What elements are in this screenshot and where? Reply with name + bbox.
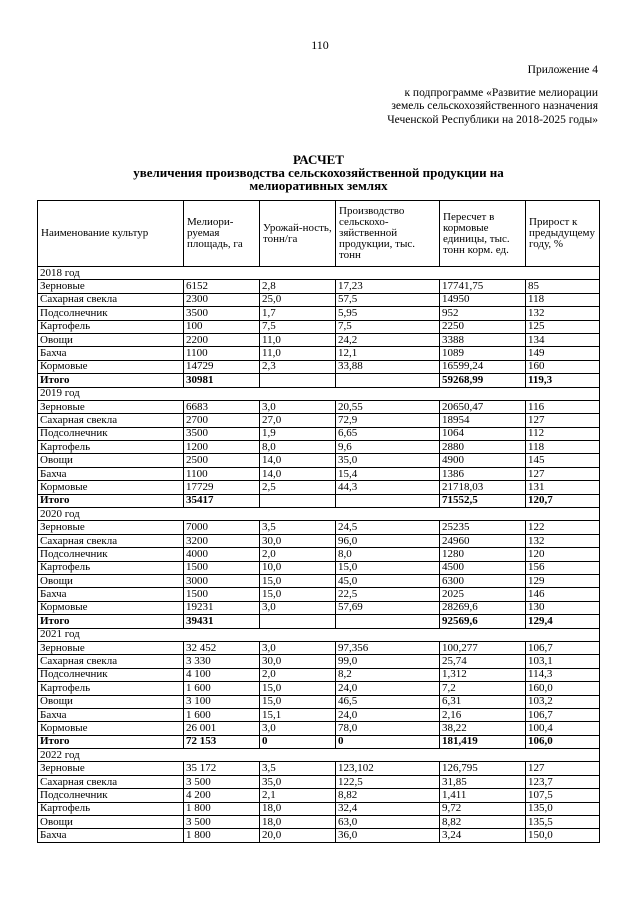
table-cell: 2,8 bbox=[260, 280, 336, 293]
table-cell: 12,1 bbox=[336, 347, 440, 360]
table-cell: Овощи bbox=[38, 816, 184, 829]
table-cell: Зерновые bbox=[38, 521, 184, 534]
table-cell: 3000 bbox=[184, 574, 260, 587]
table-cell: 150,0 bbox=[526, 829, 600, 842]
table-cell: Овощи bbox=[38, 333, 184, 346]
table-cell: Сахарная свекла bbox=[38, 655, 184, 668]
total-cell: 0 bbox=[260, 735, 336, 748]
table-row bbox=[38, 414, 600, 427]
table-cell: 122,5 bbox=[336, 775, 440, 788]
table-cell: 3 100 bbox=[184, 695, 260, 708]
table-cell: 1 600 bbox=[184, 682, 260, 695]
total-cell: 181,419 bbox=[440, 735, 526, 748]
table-cell: 123,7 bbox=[526, 775, 600, 788]
table-row bbox=[38, 467, 600, 480]
table-cell: 130 bbox=[526, 601, 600, 614]
table-cell: 85 bbox=[526, 280, 600, 293]
total-cell: 92569,6 bbox=[440, 615, 526, 628]
table-cell: 18954 bbox=[440, 414, 526, 427]
document-heading bbox=[37, 153, 600, 192]
table-cell: 135,5 bbox=[526, 816, 600, 829]
table-cell: Овощи bbox=[38, 454, 184, 467]
table-cell: 24,0 bbox=[336, 708, 440, 721]
table-cell: 1386 bbox=[440, 467, 526, 480]
table-cell: 6683 bbox=[184, 400, 260, 413]
table-cell: 24960 bbox=[440, 534, 526, 547]
appendix-block bbox=[387, 64, 598, 127]
table-cell: 38,22 bbox=[440, 722, 526, 735]
total-row bbox=[38, 374, 600, 387]
table-cell: 118 bbox=[526, 293, 600, 306]
table-cell: Сахарная свекла bbox=[38, 775, 184, 788]
table-cell: 15,0 bbox=[260, 574, 336, 587]
table-cell: 106,7 bbox=[526, 641, 600, 654]
table-cell: 106,7 bbox=[526, 708, 600, 721]
table-cell: 14950 bbox=[440, 293, 526, 306]
table-cell: 125 bbox=[526, 320, 600, 333]
table-cell: 2,5 bbox=[260, 481, 336, 494]
table-cell: 57,5 bbox=[336, 293, 440, 306]
table-cell: 126,795 bbox=[440, 762, 526, 775]
table-cell: 35 172 bbox=[184, 762, 260, 775]
table-row bbox=[38, 682, 600, 695]
table-row bbox=[38, 427, 600, 440]
table-cell: 7,5 bbox=[260, 320, 336, 333]
table-cell: 2300 bbox=[184, 293, 260, 306]
table-cell: Бахча bbox=[38, 467, 184, 480]
table-cell: 7000 bbox=[184, 521, 260, 534]
table-cell: 2,0 bbox=[260, 548, 336, 561]
table-cell: 127 bbox=[526, 467, 600, 480]
table-cell: Подсолнечник bbox=[38, 668, 184, 681]
table-cell: 8,82 bbox=[440, 816, 526, 829]
table-cell: 4 100 bbox=[184, 668, 260, 681]
table-cell: 6,31 bbox=[440, 695, 526, 708]
table-cell: 145 bbox=[526, 454, 600, 467]
table-row bbox=[38, 668, 600, 681]
table-cell: 8,0 bbox=[336, 548, 440, 561]
year-row bbox=[38, 387, 600, 400]
table-cell: 97,356 bbox=[336, 641, 440, 654]
table-cell: 32 452 bbox=[184, 641, 260, 654]
table-cell: 1100 bbox=[184, 347, 260, 360]
table-row bbox=[38, 829, 600, 842]
table-cell: 33,88 bbox=[336, 360, 440, 373]
table-cell: Кормовые bbox=[38, 481, 184, 494]
appendix-number: Приложение 4 bbox=[527, 64, 598, 76]
table-cell: 78,0 bbox=[336, 722, 440, 735]
table-cell: Подсолнечник bbox=[38, 548, 184, 561]
table-cell: 21718,03 bbox=[440, 481, 526, 494]
table-cell: 24,5 bbox=[336, 521, 440, 534]
table-cell: 6152 bbox=[184, 280, 260, 293]
total-cell bbox=[260, 374, 336, 387]
table-cell: Кормовые bbox=[38, 601, 184, 614]
table-cell: 4900 bbox=[440, 454, 526, 467]
table-cell: 132 bbox=[526, 534, 600, 547]
table-row bbox=[38, 548, 600, 561]
table-cell: 118 bbox=[526, 441, 600, 454]
table-cell: 46,5 bbox=[336, 695, 440, 708]
table-cell: Зерновые bbox=[38, 641, 184, 654]
table-cell: 3500 bbox=[184, 427, 260, 440]
table-cell: Картофель bbox=[38, 802, 184, 815]
year-row bbox=[38, 628, 600, 641]
table-cell: 15,1 bbox=[260, 708, 336, 721]
table-row bbox=[38, 441, 600, 454]
table-cell: 2880 bbox=[440, 441, 526, 454]
table-cell: 24,0 bbox=[336, 682, 440, 695]
table-cell: 1,7 bbox=[260, 307, 336, 320]
table-cell: Овощи bbox=[38, 695, 184, 708]
table-row bbox=[38, 775, 600, 788]
table-cell: 3 330 bbox=[184, 655, 260, 668]
heading-subtitle: мелиоративных землях bbox=[249, 178, 388, 193]
table-cell: 17729 bbox=[184, 481, 260, 494]
table-cell: 2,1 bbox=[260, 789, 336, 802]
table-cell: Подсолнечник bbox=[38, 307, 184, 320]
total-cell: Итого bbox=[38, 494, 184, 507]
year-label: 2020 год bbox=[38, 508, 600, 521]
table-cell: 20,0 bbox=[260, 829, 336, 842]
table-cell: 6300 bbox=[440, 574, 526, 587]
table-cell: Сахарная свекла bbox=[38, 414, 184, 427]
table-row bbox=[38, 695, 600, 708]
table-cell: 30,0 bbox=[260, 534, 336, 547]
table-cell: 30,0 bbox=[260, 655, 336, 668]
table-cell: Бахча bbox=[38, 347, 184, 360]
table-cell: 3 500 bbox=[184, 816, 260, 829]
table-cell: 28269,6 bbox=[440, 601, 526, 614]
appendix-line: к подпрограмме «Развитие мелиорации bbox=[404, 86, 598, 99]
table-cell: 25,74 bbox=[440, 655, 526, 668]
total-cell: 59268,99 bbox=[440, 374, 526, 387]
table-cell: 36,0 bbox=[336, 829, 440, 842]
table-cell: 114,3 bbox=[526, 668, 600, 681]
table-cell: 2700 bbox=[184, 414, 260, 427]
total-cell bbox=[336, 494, 440, 507]
table-cell: 2250 bbox=[440, 320, 526, 333]
table-row bbox=[38, 789, 600, 802]
table-cell: 15,0 bbox=[260, 695, 336, 708]
total-cell: 0 bbox=[336, 735, 440, 748]
table-cell: 127 bbox=[526, 762, 600, 775]
table-cell: 25,0 bbox=[260, 293, 336, 306]
table-cell: 20650,47 bbox=[440, 400, 526, 413]
column-header: Мелиори-руемая площадь, га bbox=[184, 201, 260, 267]
total-cell: Итого bbox=[38, 374, 184, 387]
table-row bbox=[38, 307, 600, 320]
table-cell: 3,0 bbox=[260, 722, 336, 735]
table-cell: 3,5 bbox=[260, 521, 336, 534]
table-cell: 35,0 bbox=[260, 775, 336, 788]
table-cell: 2025 bbox=[440, 588, 526, 601]
total-row bbox=[38, 735, 600, 748]
column-header: Пересчет в кормовые единицы, тыс. тонн корм. ед. bbox=[440, 201, 526, 267]
table-cell: 120 bbox=[526, 548, 600, 561]
table-cell: 2,16 bbox=[440, 708, 526, 721]
year-label: 2021 год bbox=[38, 628, 600, 641]
table-cell: Кормовые bbox=[38, 360, 184, 373]
column-header: Производство сельскохо-зяйственной продукции, тыс. тонн bbox=[336, 201, 440, 267]
table-cell: Подсолнечник bbox=[38, 789, 184, 802]
page-number: 110 bbox=[311, 38, 329, 52]
table-cell: Картофель bbox=[38, 561, 184, 574]
table-header-row bbox=[38, 201, 600, 267]
table-row bbox=[38, 333, 600, 346]
table-cell: Картофель bbox=[38, 320, 184, 333]
heading-subtitle: увеличения производства сельскохозяйственной продукции на bbox=[133, 165, 504, 180]
table-cell: 3500 bbox=[184, 307, 260, 320]
column-header: Урожай-ность, тонн/га bbox=[260, 201, 336, 267]
table-row bbox=[38, 320, 600, 333]
table-cell: 14,0 bbox=[260, 467, 336, 480]
table-row bbox=[38, 588, 600, 601]
table-cell: 24,2 bbox=[336, 333, 440, 346]
table-cell: Овощи bbox=[38, 574, 184, 587]
table-cell: 2,3 bbox=[260, 360, 336, 373]
table-cell: Зерновые bbox=[38, 762, 184, 775]
table-cell: 16599,24 bbox=[440, 360, 526, 373]
table-cell: 149 bbox=[526, 347, 600, 360]
table-cell: 14,0 bbox=[260, 454, 336, 467]
total-cell bbox=[336, 615, 440, 628]
table-cell: Сахарная свекла bbox=[38, 293, 184, 306]
table-cell: 146 bbox=[526, 588, 600, 601]
table-cell: 8,82 bbox=[336, 789, 440, 802]
total-cell: Итого bbox=[38, 615, 184, 628]
table-row bbox=[38, 481, 600, 494]
table-cell: 57,69 bbox=[336, 601, 440, 614]
table-cell: 116 bbox=[526, 400, 600, 413]
table-cell: 26 001 bbox=[184, 722, 260, 735]
total-cell: 39431 bbox=[184, 615, 260, 628]
table-cell: 129 bbox=[526, 574, 600, 587]
year-row bbox=[38, 508, 600, 521]
table-cell: 15,4 bbox=[336, 467, 440, 480]
table-row bbox=[38, 521, 600, 534]
table-cell: 8,2 bbox=[336, 668, 440, 681]
table-row bbox=[38, 655, 600, 668]
total-cell: 35417 bbox=[184, 494, 260, 507]
total-cell: 72 153 bbox=[184, 735, 260, 748]
table-cell: 14729 bbox=[184, 360, 260, 373]
heading-title: РАСЧЕТ bbox=[293, 152, 344, 167]
table-cell: 3,0 bbox=[260, 400, 336, 413]
table-cell: 100,4 bbox=[526, 722, 600, 735]
production-table bbox=[37, 200, 600, 843]
table-cell: 17,23 bbox=[336, 280, 440, 293]
table-cell: 1,312 bbox=[440, 668, 526, 681]
total-cell: Итого bbox=[38, 735, 184, 748]
appendix-line: земель сельскохозяйственного назначения bbox=[391, 100, 598, 112]
table-cell: 100 bbox=[184, 320, 260, 333]
table-cell: 1200 bbox=[184, 441, 260, 454]
table-cell: 3,5 bbox=[260, 762, 336, 775]
table-cell: 103,1 bbox=[526, 655, 600, 668]
table-row bbox=[38, 574, 600, 587]
table-cell: 44,3 bbox=[336, 481, 440, 494]
column-header: Прирост к предыдущему году, % bbox=[526, 201, 600, 267]
table-cell: 1089 bbox=[440, 347, 526, 360]
total-cell: 71552,5 bbox=[440, 494, 526, 507]
table-cell: 135,0 bbox=[526, 802, 600, 815]
table-row bbox=[38, 534, 600, 547]
total-cell: 120,7 bbox=[526, 494, 600, 507]
table-cell: 127 bbox=[526, 414, 600, 427]
table-cell: 99,0 bbox=[336, 655, 440, 668]
table-cell: 25235 bbox=[440, 521, 526, 534]
table-cell: 31,85 bbox=[440, 775, 526, 788]
table-cell: Бахча bbox=[38, 708, 184, 721]
table-cell: 1100 bbox=[184, 467, 260, 480]
table-body bbox=[38, 267, 600, 843]
table-row bbox=[38, 280, 600, 293]
table-cell: Картофель bbox=[38, 682, 184, 695]
total-row bbox=[38, 615, 600, 628]
year-label: 2019 год bbox=[38, 387, 600, 400]
total-cell bbox=[260, 494, 336, 507]
table-cell: 9,72 bbox=[440, 802, 526, 815]
table-cell: 107,5 bbox=[526, 789, 600, 802]
table-cell: 1 800 bbox=[184, 802, 260, 815]
table-cell: 15,0 bbox=[260, 682, 336, 695]
table-row bbox=[38, 708, 600, 721]
total-cell bbox=[336, 374, 440, 387]
table-cell: 1064 bbox=[440, 427, 526, 440]
table-row bbox=[38, 802, 600, 815]
table-row bbox=[38, 561, 600, 574]
table-cell: 2200 bbox=[184, 333, 260, 346]
table-cell: 11,0 bbox=[260, 333, 336, 346]
table-cell: Зерновые bbox=[38, 400, 184, 413]
table-cell: 3388 bbox=[440, 333, 526, 346]
table-row bbox=[38, 722, 600, 735]
table-cell: 134 bbox=[526, 333, 600, 346]
table-cell: 63,0 bbox=[336, 816, 440, 829]
year-label: 2022 год bbox=[38, 749, 600, 762]
table-cell: 1 600 bbox=[184, 708, 260, 721]
table-cell: 1500 bbox=[184, 561, 260, 574]
table-row bbox=[38, 601, 600, 614]
table-cell: 100,277 bbox=[440, 641, 526, 654]
table-row bbox=[38, 360, 600, 373]
table-cell: 72,9 bbox=[336, 414, 440, 427]
table-cell: 156 bbox=[526, 561, 600, 574]
table-cell: 17741,75 bbox=[440, 280, 526, 293]
year-row bbox=[38, 749, 600, 762]
table-cell: 7,2 bbox=[440, 682, 526, 695]
table-cell: 9,6 bbox=[336, 441, 440, 454]
table-cell: 15,0 bbox=[260, 588, 336, 601]
table-row bbox=[38, 762, 600, 775]
table-cell: 3,0 bbox=[260, 601, 336, 614]
table-cell: 103,2 bbox=[526, 695, 600, 708]
table-cell: 131 bbox=[526, 481, 600, 494]
table-row bbox=[38, 641, 600, 654]
table-cell: 96,0 bbox=[336, 534, 440, 547]
table-cell: 123,102 bbox=[336, 762, 440, 775]
table-cell: 18,0 bbox=[260, 816, 336, 829]
table-cell: 4 200 bbox=[184, 789, 260, 802]
table-cell: 32,4 bbox=[336, 802, 440, 815]
table-cell: Бахча bbox=[38, 829, 184, 842]
table-cell: 952 bbox=[440, 307, 526, 320]
table-cell: 122 bbox=[526, 521, 600, 534]
table-cell: 10,0 bbox=[260, 561, 336, 574]
table-cell: 22,5 bbox=[336, 588, 440, 601]
table-row bbox=[38, 454, 600, 467]
table-cell: 3,0 bbox=[260, 641, 336, 654]
table-cell: 2500 bbox=[184, 454, 260, 467]
table-cell: Бахча bbox=[38, 588, 184, 601]
year-label: 2018 год bbox=[38, 267, 600, 280]
year-row bbox=[38, 267, 600, 280]
table-cell: 132 bbox=[526, 307, 600, 320]
table-cell: 4500 bbox=[440, 561, 526, 574]
table-cell: 160,0 bbox=[526, 682, 600, 695]
table-cell: 1 800 bbox=[184, 829, 260, 842]
table-cell: 35,0 bbox=[336, 454, 440, 467]
table-cell: 3200 bbox=[184, 534, 260, 547]
table-cell: 20,55 bbox=[336, 400, 440, 413]
table-cell: 45,0 bbox=[336, 574, 440, 587]
table-cell: Кормовые bbox=[38, 722, 184, 735]
total-cell: 30981 bbox=[184, 374, 260, 387]
table-row bbox=[38, 293, 600, 306]
total-cell bbox=[260, 615, 336, 628]
table-cell: 6,65 bbox=[336, 427, 440, 440]
table-cell: 112 bbox=[526, 427, 600, 440]
table-cell: 1280 bbox=[440, 548, 526, 561]
total-row bbox=[38, 494, 600, 507]
table-cell: 11,0 bbox=[260, 347, 336, 360]
total-cell: 119,3 bbox=[526, 374, 600, 387]
table-row bbox=[38, 400, 600, 413]
table-cell: 8,0 bbox=[260, 441, 336, 454]
table-cell: 1,411 bbox=[440, 789, 526, 802]
table-cell: 18,0 bbox=[260, 802, 336, 815]
table-cell: Сахарная свекла bbox=[38, 534, 184, 547]
table-cell: 2,0 bbox=[260, 668, 336, 681]
table-cell: 3,24 bbox=[440, 829, 526, 842]
table-cell: 27,0 bbox=[260, 414, 336, 427]
table-cell: Зерновые bbox=[38, 280, 184, 293]
total-cell: 129,4 bbox=[526, 615, 600, 628]
table-cell: 1,9 bbox=[260, 427, 336, 440]
table-row bbox=[38, 816, 600, 829]
table-cell: 5,95 bbox=[336, 307, 440, 320]
table-row bbox=[38, 347, 600, 360]
column-header: Наименование культур bbox=[38, 201, 184, 267]
appendix-line: Чеченской Республики на 2018-2025 годы» bbox=[387, 113, 598, 126]
table-cell: Подсолнечник bbox=[38, 427, 184, 440]
table-cell: 3 500 bbox=[184, 775, 260, 788]
table-cell: 160 bbox=[526, 360, 600, 373]
table-cell: Картофель bbox=[38, 441, 184, 454]
table-cell: 7,5 bbox=[336, 320, 440, 333]
table-cell: 1500 bbox=[184, 588, 260, 601]
table-cell: 4000 bbox=[184, 548, 260, 561]
table-cell: 15,0 bbox=[336, 561, 440, 574]
table-cell: 19231 bbox=[184, 601, 260, 614]
total-cell: 106,0 bbox=[526, 735, 600, 748]
